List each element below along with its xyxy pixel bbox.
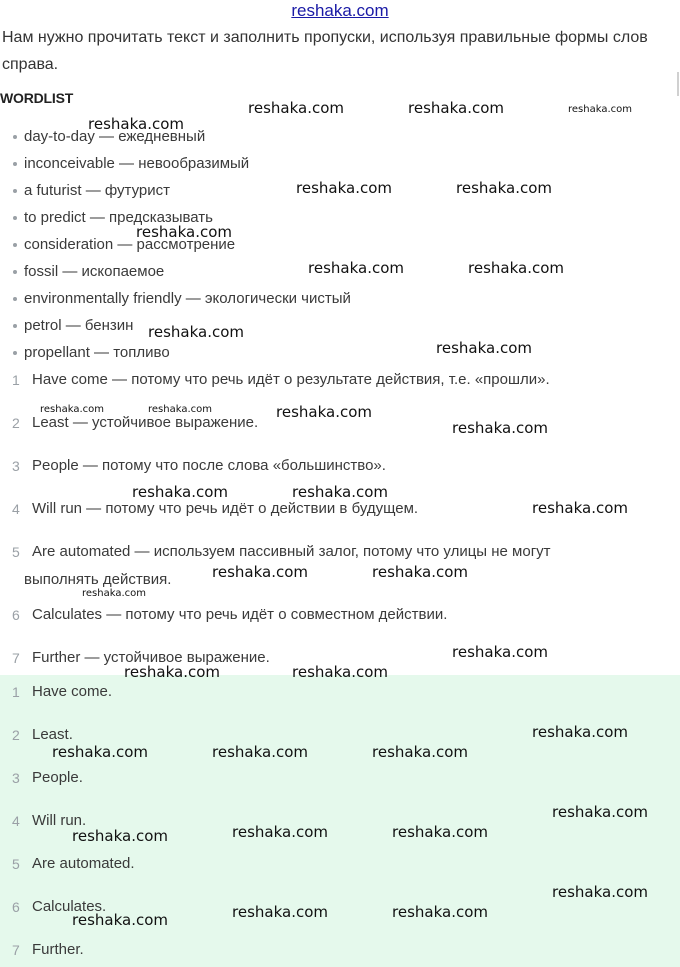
answer-number: 3 xyxy=(12,458,20,474)
wordlist-item-text: fossil — ископаемое xyxy=(24,263,165,280)
answer-text-continued: выполнять действия. xyxy=(24,571,172,588)
watermark: reshaka.com xyxy=(232,903,328,921)
watermark: reshaka.com xyxy=(82,588,146,599)
watermark: reshaka.com xyxy=(452,643,548,661)
bullet-icon xyxy=(13,216,17,220)
wordlist-item-text: propellant — топливо xyxy=(24,344,170,361)
watermark: reshaka.com xyxy=(248,99,344,117)
watermark: reshaka.com xyxy=(568,104,632,115)
bullet-icon xyxy=(13,351,17,355)
answer-text: People — потому что после слова «большинство». xyxy=(32,457,386,474)
task-instructions: Нам нужно прочитать текст и заполнить пропуски, используя правильные формы слов справа. xyxy=(2,29,648,73)
bullet-icon xyxy=(13,270,17,274)
watermark: reshaka.com xyxy=(296,179,392,197)
wordlist-item-text: petrol — бензин xyxy=(24,317,134,334)
answer-number: 2 xyxy=(12,415,20,431)
scrollbar-thumb[interactable] xyxy=(677,72,679,96)
watermark: reshaka.com xyxy=(136,223,232,241)
watermark: reshaka.com xyxy=(212,563,308,581)
answer-number: 4 xyxy=(12,501,20,517)
bullet-icon xyxy=(13,324,17,328)
answer-number: 7 xyxy=(12,650,20,666)
watermark: reshaka.com xyxy=(52,743,148,761)
watermark: reshaka.com xyxy=(436,339,532,357)
answer-number: 1 xyxy=(12,684,20,700)
answer-text: Are automated — используем пассивный залог, потому что улицы не могут xyxy=(32,543,551,560)
bullet-icon xyxy=(13,297,17,301)
watermark: reshaka.com xyxy=(132,483,228,501)
site-header-link[interactable]: reshaka.com xyxy=(291,1,389,20)
watermark: reshaka.com xyxy=(452,419,548,437)
wordlist-item xyxy=(0,312,351,339)
answer-text: Have come — потому что речь идёт о результате действия, т.е. «прошли». xyxy=(32,371,550,388)
wordlist-item xyxy=(0,204,351,231)
wordlist-item-text: to predict — предсказывать xyxy=(24,209,213,226)
watermark: reshaka.com xyxy=(72,827,168,845)
wordlist-item-text: a futurist — футурист xyxy=(24,182,170,199)
watermark: reshaka.com xyxy=(532,723,628,741)
watermark: reshaka.com xyxy=(276,403,372,421)
final-answer-text: Least. xyxy=(32,726,73,743)
answer-number: 4 xyxy=(12,813,20,829)
wordlist-item xyxy=(0,177,351,204)
wordlist-item xyxy=(0,339,351,366)
answer-text: Calculates — потому что речь идёт о совместном действии. xyxy=(32,606,448,623)
watermark: reshaka.com xyxy=(372,563,468,581)
answer-number: 1 xyxy=(12,372,20,388)
bullet-icon xyxy=(13,162,17,166)
answer-number: 5 xyxy=(12,544,20,560)
wordlist-item-text: day-to-day — ежедневный xyxy=(24,128,206,145)
watermark: reshaka.com xyxy=(456,179,552,197)
watermark: reshaka.com xyxy=(552,803,648,821)
watermark: reshaka.com xyxy=(308,259,404,277)
answer-number: 5 xyxy=(12,856,20,872)
wordlist xyxy=(0,123,351,366)
watermark: reshaka.com xyxy=(292,483,388,501)
watermark: reshaka.com xyxy=(212,743,308,761)
watermark: reshaka.com xyxy=(148,323,244,341)
wordlist-item xyxy=(0,258,351,285)
final-answer-text: Have come. xyxy=(32,683,113,700)
wordlist-item xyxy=(0,123,351,150)
wordlist-item-text: environmentally friendly — экологически чистый xyxy=(24,290,351,307)
answer-text: Least — устойчивое выражение. xyxy=(32,414,259,431)
answer-number: 6 xyxy=(12,899,20,915)
final-answer-text: Are automated. xyxy=(32,855,135,872)
wordlist-item xyxy=(0,231,351,258)
answer-text: Further — устойчивое выражение. xyxy=(32,649,270,666)
answer-text: Will run — потому что речь идёт о действии в будущем. xyxy=(32,500,419,517)
watermark: reshaka.com xyxy=(292,663,388,681)
watermark: reshaka.com xyxy=(392,903,488,921)
watermark: reshaka.com xyxy=(408,99,504,117)
final-answer-text: Further. xyxy=(32,941,84,958)
bullet-icon xyxy=(13,189,17,193)
bullet-icon xyxy=(13,135,17,139)
wordlist-title: WORDLIST xyxy=(0,90,74,106)
watermark: reshaka.com xyxy=(232,823,328,841)
final-answer-text: Calculates. xyxy=(32,898,107,915)
answer-number: 2 xyxy=(12,727,20,743)
watermark: reshaka.com xyxy=(552,883,648,901)
watermark: reshaka.com xyxy=(40,404,104,415)
watermark: reshaka.com xyxy=(72,911,168,929)
wordlist-item xyxy=(0,285,351,312)
final-answer-text: People. xyxy=(32,769,83,786)
watermark: reshaka.com xyxy=(148,404,212,415)
final-answer-text: Will run. xyxy=(32,812,87,829)
watermark: reshaka.com xyxy=(532,499,628,517)
watermark: reshaka.com xyxy=(124,663,220,681)
answer-number: 7 xyxy=(12,942,20,958)
watermark: reshaka.com xyxy=(392,823,488,841)
wordlist-item-text: consideration — рассмотрение xyxy=(24,236,236,253)
wordlist-item xyxy=(0,150,351,177)
watermark: reshaka.com xyxy=(468,259,564,277)
final-answers-box xyxy=(0,675,680,967)
wordlist-item-text: inconceivable — невообразимый xyxy=(24,155,250,172)
watermark: reshaka.com xyxy=(372,743,468,761)
watermark: reshaka.com xyxy=(88,115,184,133)
answer-number: 3 xyxy=(12,770,20,786)
answer-number: 6 xyxy=(12,607,20,623)
bullet-icon xyxy=(13,243,17,247)
